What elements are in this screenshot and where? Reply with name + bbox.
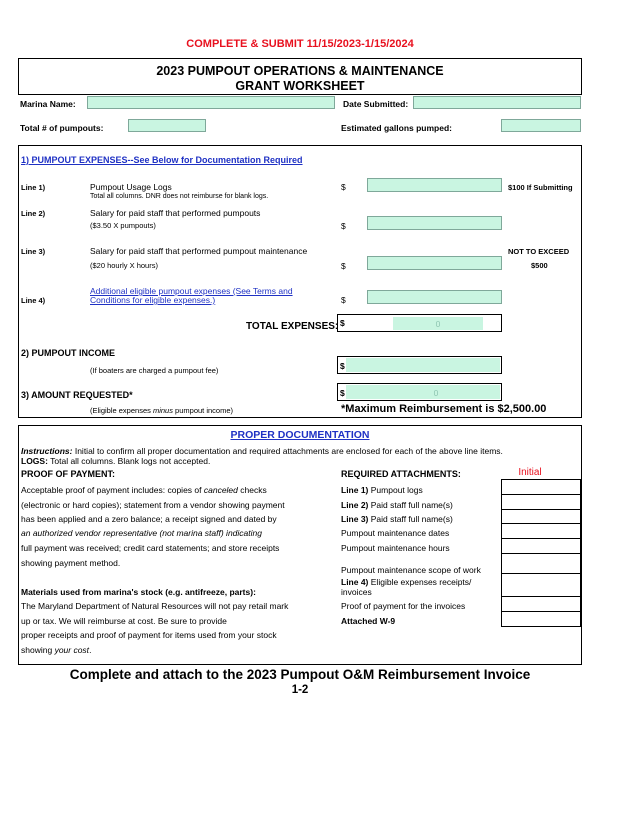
initial-cell-line-1[interactable] xyxy=(501,479,581,495)
proof-line: has been applied and a zero balance; a receipt signed and dated by xyxy=(21,514,277,524)
income-currency: $ xyxy=(340,361,345,371)
line-4-terms-link[interactable]: Additional eligible pumpout expenses (See Terms and xyxy=(90,286,293,296)
initial-label: Initial xyxy=(518,467,542,478)
footer-instruction: Complete and attach to the 2023 Pumpout O&M Reimbursement Invoice xyxy=(69,667,531,682)
gallons-input[interactable] xyxy=(501,119,581,132)
total-expenses-label: TOTAL EXPENSES: xyxy=(246,321,339,332)
documentation-heading-link[interactable]: PROPER DOCUMENTATION xyxy=(230,429,370,441)
line-3-label: Line 3) xyxy=(21,247,46,256)
submission-banner: COMPLETE & SUBMIT 11/15/2023-1/15/2024 xyxy=(186,38,414,50)
line-4-label: Line 4) xyxy=(21,296,46,305)
marina-name-input[interactable] xyxy=(87,96,335,109)
line-2-input[interactable] xyxy=(367,216,502,230)
pumpouts-count-input[interactable] xyxy=(128,119,206,132)
materials-heading: Materials used from marina's stock (e.g. antifreeze, parts): xyxy=(21,587,256,597)
line-4-currency: $ xyxy=(341,295,346,305)
amount-requested-value: 0 xyxy=(433,388,439,398)
income-input[interactable] xyxy=(346,358,500,372)
initial-cell-line-4[interactable] xyxy=(501,574,581,597)
materials-line: showing your cost. xyxy=(21,645,92,655)
line-1-note: $100 If Submitting xyxy=(508,183,573,192)
line-2-label: Line 2) xyxy=(21,209,46,218)
attachment-item: Pumpout maintenance scope of work xyxy=(341,565,481,575)
line-4-terms-link-cont[interactable]: Conditions for eligible expenses.) xyxy=(90,295,216,305)
line-2-desc: Salary for paid staff that performed pumpouts xyxy=(90,208,261,218)
line-3-input[interactable] xyxy=(367,256,502,270)
amount-requested-currency: $ xyxy=(340,388,345,398)
line-3-sub: ($20 hourly X hours) xyxy=(90,261,158,270)
total-expenses-currency: $ xyxy=(340,318,345,328)
gallons-label: Estimated gallons pumped: xyxy=(341,123,452,133)
page-number: 1-2 xyxy=(291,684,309,696)
instructions-text: Instructions: Initial to confirm all proper documentation and required attachments are enclosed for each of the above line items. xyxy=(21,446,503,456)
initial-cell-hours[interactable] xyxy=(501,539,581,554)
max-reimbursement-note: *Maximum Reimbursement is $2,500.00 xyxy=(341,403,547,415)
logs-text: LOGS: Total all columns. Blank logs not accepted. xyxy=(21,456,211,466)
line-3-note: NOT TO EXCEED xyxy=(508,247,570,256)
income-sub: (If boaters are charged a pumpout fee) xyxy=(90,366,219,375)
line-4-input[interactable] xyxy=(367,290,502,304)
attachment-item: Pumpout maintenance dates xyxy=(341,528,450,538)
expenses-heading-link[interactable]: 1) PUMPOUT EXPENSES--See Below for Documentation Required xyxy=(21,155,303,165)
proof-line: an authorized vendor representative (not marina staff) indicating xyxy=(21,528,262,538)
line-1-desc: Pumpout Usage Logs xyxy=(90,182,172,192)
initial-cell-line-2[interactable] xyxy=(501,495,581,510)
proof-line: (electronic or hard copies); statement from a vendor showing payment xyxy=(21,500,285,510)
line-1-input[interactable] xyxy=(367,178,502,192)
income-heading: 2) PUMPOUT INCOME xyxy=(21,348,116,358)
attachment-item: Attached W-9 xyxy=(341,616,396,626)
proof-line: full payment was received; credit card statements; and store receipts xyxy=(21,543,280,553)
attachment-item: invoices xyxy=(341,587,372,597)
line-1-sub: Total all columns. DNR does not reimburse for blank logs. xyxy=(90,193,269,200)
materials-line: The Maryland Department of Natural Resources will not pay retail mark xyxy=(21,601,289,611)
line-3-note-limit: $500 xyxy=(531,261,548,270)
line-1-label: Line 1) xyxy=(21,183,46,192)
materials-line: up or tax. We will reimburse at cost. Be sure to provide xyxy=(21,616,227,626)
attachments-heading: REQUIRED ATTACHMENTS: xyxy=(341,469,461,479)
date-submitted-input[interactable] xyxy=(413,96,581,109)
total-expenses-value: 0 xyxy=(435,319,441,329)
attachment-item: Line 2) Paid staff full name(s) xyxy=(341,500,453,510)
worksheet-title: 2023 PUMPOUT OPERATIONS & MAINTENANCE xyxy=(156,64,444,78)
marina-name-label: Marina Name: xyxy=(20,99,76,109)
proof-line: showing payment method. xyxy=(21,558,121,568)
line-3-currency: $ xyxy=(341,261,346,271)
attachment-item: Pumpout maintenance hours xyxy=(341,543,450,553)
line-3-desc: Salary for paid staff that performed pumpout maintenance xyxy=(90,246,308,256)
worksheet-subtitle: GRANT WORKSHEET xyxy=(235,79,365,93)
amount-requested-sub: (Eligible expenses minus pumpout income) xyxy=(90,406,233,415)
amount-requested-heading: 3) AMOUNT REQUESTED* xyxy=(21,390,133,400)
attachment-item: Proof of payment for the invoices xyxy=(341,601,466,611)
line-1-currency: $ xyxy=(341,182,346,192)
attachment-item: Line 1) Pumpout logs xyxy=(341,485,423,495)
proof-heading: PROOF OF PAYMENT: xyxy=(21,469,116,479)
materials-line: proper receipts and proof of payment for items used from your stock xyxy=(21,630,277,640)
pumpouts-count-label: Total # of pumpouts: xyxy=(20,123,104,133)
initial-cell-proof[interactable] xyxy=(501,597,581,612)
initial-cell-line-3[interactable] xyxy=(501,510,581,524)
initial-cell-w9[interactable] xyxy=(501,612,581,627)
line-2-sub: ($3.50 X pumpouts) xyxy=(90,221,156,230)
initial-cell-dates[interactable] xyxy=(501,524,581,539)
attachment-item: Line 4) Eligible expenses receipts/ xyxy=(341,577,472,587)
date-submitted-label: Date Submitted: xyxy=(343,99,409,109)
attachment-item: Line 3) Paid staff full name(s) xyxy=(341,514,453,524)
proof-line: Acceptable proof of payment includes: copies of canceled checks xyxy=(21,485,267,495)
line-2-currency: $ xyxy=(341,221,346,231)
initial-cell-scope[interactable] xyxy=(501,554,581,574)
